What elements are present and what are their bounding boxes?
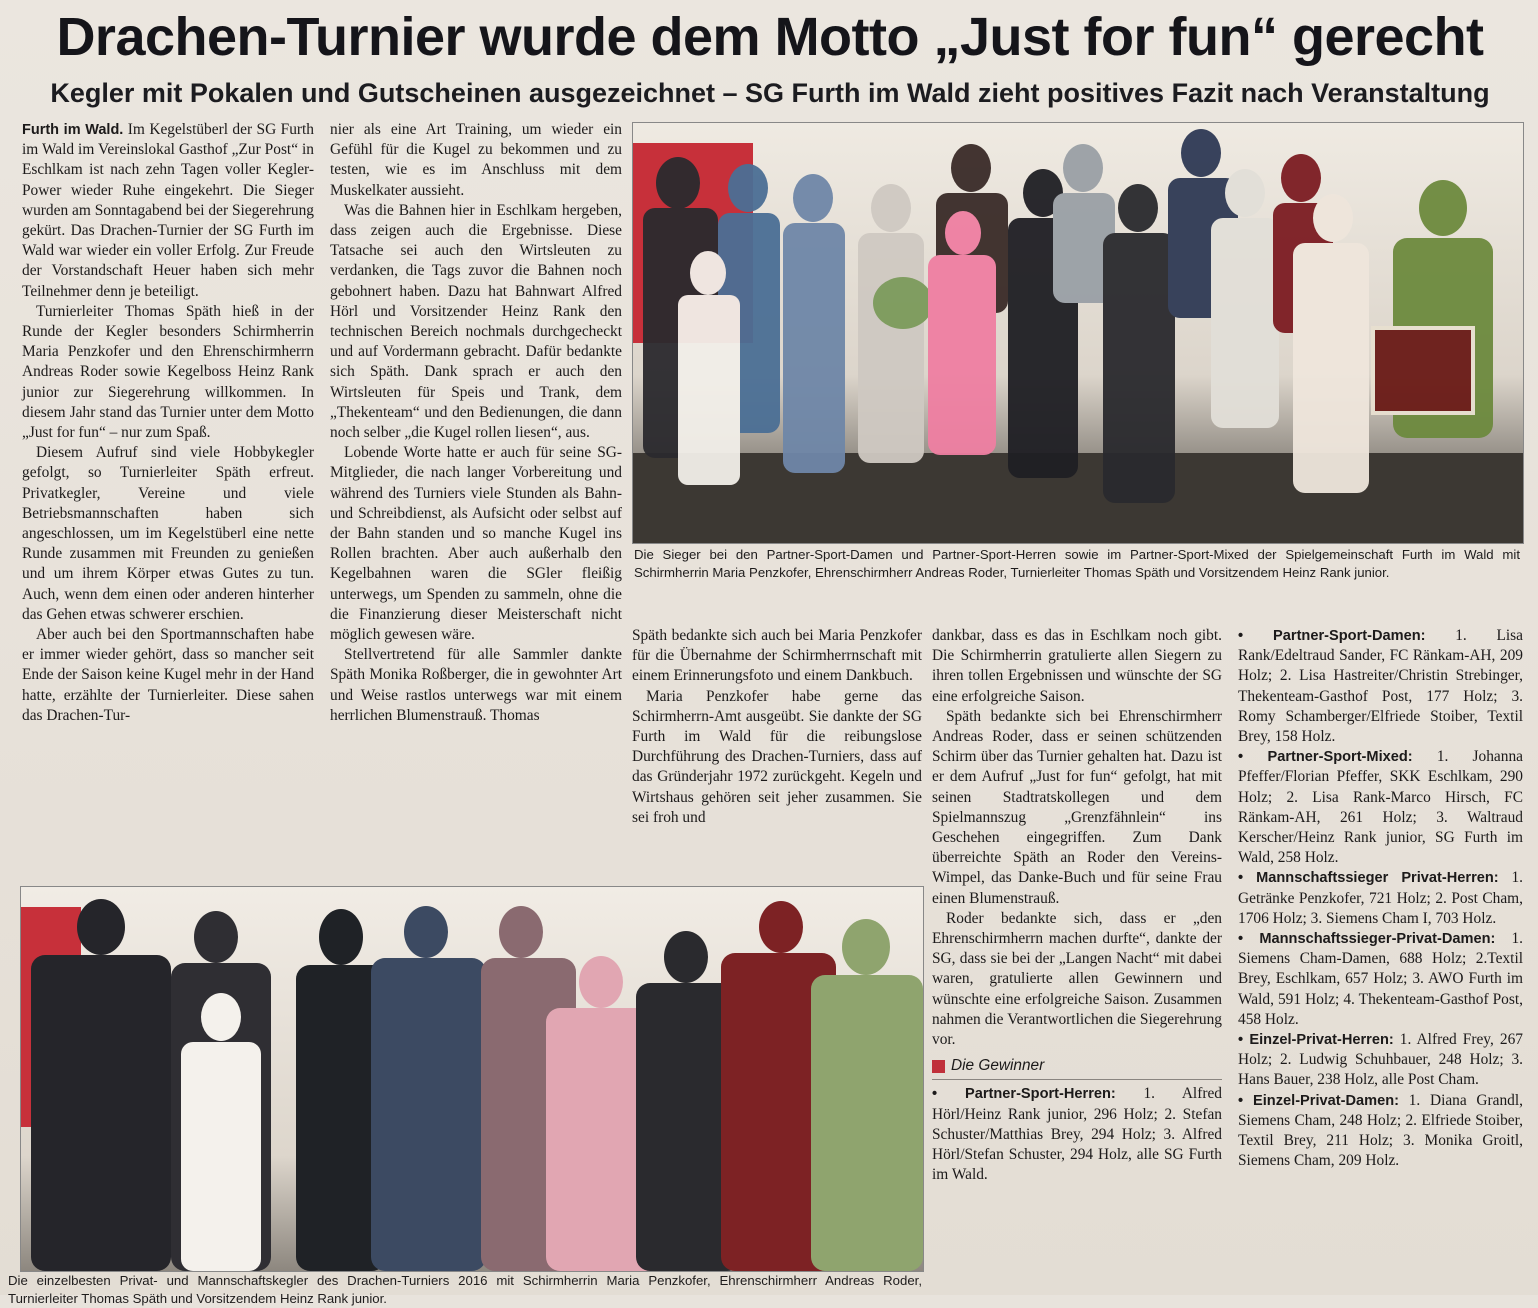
result-category: • Mannschaftssieger-Privat-Damen: — [1238, 931, 1496, 948]
winners-heading — [932, 1056, 1222, 1080]
photo-caption-2: Die einzelbesten Privat- und Mannschaftskegler des Drachen-Turniers 2016 mit Schirmherrin Maria Penzkofer, Ehrenschirmherr Andreas Roder, Turnierleiter Thomas Späth und Vorsitzendem Heinz Rank junior. — [8, 1273, 922, 1306]
result-text: 1. Lisa Rank/Edeltraud Sander, FC Ränkam-AH, 209 Holz; 2. Lisa Hastreiter/Christin Strebinger, Thekenteam-Gasthof Post, 177 Holz; 3. Romy Schamberger/Elfriede Stoiber, Textil Brey, 158 Holz. — [1238, 627, 1524, 746]
paragraph: nier als eine Art Training, um wieder ein Gefühl für die Kugel zu bekommen und zu testen, wie es im Anschluss mit dem Muskelkater aussieht. — [330, 121, 622, 199]
dateline: Furth im Wald. — [22, 122, 124, 138]
result-text: 1. Siemens Cham-Damen, 688 Holz; 2.Textil Brey, Eschlkam, 657 Holz; 3. AWO Furth im Wald, 591 Holz; 4. Thekenteam-Gasthof Post, 458 Holz. — [1238, 930, 1523, 1028]
result-entry — [1238, 929, 1523, 1030]
paragraph: Lobende Worte hatte er auch für seine SG-Mitglieder, die nach langer Vorbereitung und während des Turniers viele Stunden als Bahn- und Schreibdienst, als Aufsicht oder selbst auf der Bahn standen und so manche Kugel ins Rollen brachten. Aber auch außerhalb den Kegelbahnen waren die SGler fleißig unterwegs, um Spenden zu sammeln, ohne die die Finanzierung dieser Meisterschaft nicht möglich gewesen wäre. — [330, 444, 622, 644]
paragraph: Turnierleiter Thomas Späth hieß in der Runde der Kegler besonders Schirmherrin Maria Penzkofer und den Ehrenschirmherrn Andreas Roder sowie Kegelboss Heinz Rank junior zur Siegerehrung willkommen. In diesem Jahr stand das Turnier unter dem Motto „Just for fun“ – nur zum Spaß. — [22, 302, 314, 442]
article-column-3 — [632, 626, 922, 876]
paragraph: dankbar, dass es das in Eschlkam noch gibt. Die Schirmherrin gratulierte allen Siegern zu ihren tollen Ergebnissen und wünschte der SG eine erfolgreiche Saison. — [932, 627, 1222, 705]
result-category: • Partner-Sport-Damen: — [1238, 628, 1426, 644]
result-category: • Partner-Sport-Herren: — [932, 1086, 1116, 1103]
article-column-2 — [330, 120, 622, 880]
paragraph: Roder bedankte sich, dass er „den Ehrenschirmherrn machen durfte“, dankte der SG, dass sie bei der „Langen Nacht“ mit dabei waren, gratulierte allen Gewinnern und wünschte eine erfolgreiche Saison. Zusammen nahmen die Verantwortlichen die Siegerehrung vor. — [932, 909, 1222, 1049]
headline: Drachen-Turnier wurde dem Motto „Just for fun“ gerecht — [56, 7, 1484, 67]
result-entry — [1238, 747, 1523, 868]
result-text: 1. Getränke Penzkofer, 721 Holz; 2. Post Cham, 1706 Holz; 3. Siemens Cham I, 703 Holz. — [1238, 869, 1523, 927]
paragraph: Was die Bahnen hier in Eschlkam hergeben, dass zeigen auch die Ergebnisse. Diese Tatsache sei auch den Wirtsleuten zu verdanken, die Tags zuvor die Bahnen noch gebohnert haben. Dazu hat Bahnwart Alfred Hörl und Vorsitzender Heinz Rank den technischen Bereich nochmals durchgecheckt und auf Vordermann gebracht. Dafür bedankte sich Späth. Dank sprach er auch den Wirtsleuten für Speis und Trank, dem „Thekenteam“ und den Bedienungen, die dann noch selber „die Kugel rollen liesen“, aus. — [330, 201, 622, 442]
article-column-4 — [932, 626, 1222, 1184]
result-category: • Einzel-Privat-Herren: — [1238, 1032, 1394, 1049]
subheadline: Kegler mit Pokalen und Gutscheinen ausgezeichnet – SG Furth im Wald zieht positives Fazit nach Veranstaltung — [50, 78, 1490, 108]
result-entry — [1238, 868, 1523, 929]
paragraph: Aber auch bei den Sportmannschaften habe er immer wieder gehört, dass so mancher seit Ende der Saison keine Kugel mehr in der Hand hatte, erzählte der Turnierleiter. Diese sahen das Drachen-Tur- — [22, 626, 314, 724]
paragraph-text: Im Kegelstüberl der SG Furth im Wald im Vereinslokal Gasthof „Zur Post“ in Eschlkam ist nach zehn Tagen voller Kegler-Power wieder Ruhe eingekehrt. Die Sieger wurden am Sonntagabend bei der Siegerehrung gekürt. Das Drachen-Turnier der SG Furth im Wald war wieder ein voller Erfolg. Zur Freude der Vorstandschaft Heuer haben sich mehr Teilnehmer denn je beteiligt. — [22, 121, 314, 300]
result-text: 1. Diana Grandl, Siemens Cham, 248 Holz; 2. Elfriede Stoiber, Textil Brey, 211 Holz; 3. Monika Groitl, Siemens Cham, 209 Holz. — [1238, 1091, 1523, 1170]
paragraph — [22, 120, 314, 302]
paragraph: Maria Penzkofer habe gerne das Schirmherrn-Amt ausgeübt. Sie dankte der SG Furth im Wald für die reibungslose Durchführung des Drachen-Turniers, dass auf das Gründerjahr 1972 zurückgeht. Kegeln und Wirtshaus gehören seit jeher zusammen. Sie sei froh und — [632, 687, 922, 826]
paragraph: Diesem Aufruf sind viele Hobbykegler gefolgt, so Turnierleiter Späth erfreut. Privatkegler, Vereine und viele Betriebsmannschaften haben sich angeschlossen, um im Kegelstüberl eine nette Runde zusammen mit Freunden zu genießen und um ihrem Körper etwas Gutes zu tun. Auch, wenn dem einen oder anderen hinterher das Gehen etwas schwerer erschien. — [22, 444, 314, 623]
winners-heading-text: Die Gewinner — [951, 1057, 1045, 1075]
paragraph: Späth bedankte sich auch bei Maria Penzkofer für die Übernahme der Schirmherrnschaft mit einem Erinnerungsfoto und einem Dankbuch. — [632, 627, 922, 685]
result-text: 1. Alfred Hörl/Heinz Rank junior, 296 Holz; 2. Stefan Schuster/Matthias Brey, 294 Holz; 3. Alfred Hörl/Stefan Schuster, 294 Holz, alle SG Furth im Wald. — [932, 1085, 1222, 1184]
photo-caption-1: Die Sieger bei den Partner-Sport-Damen und Partner-Sport-Herren sowie im Partner-Sport-Mixed der Spielgemeinschaft Furth im Wald mit Schirmherrin Maria Penzkofer, Ehrenschirmherr Andreas Roder, Turnierleiter Thomas Späth und Vorsitzendem Heinz Rank junior. — [634, 547, 1520, 580]
result-entry — [1238, 626, 1523, 747]
result-entry — [932, 1084, 1222, 1185]
paragraph: Stellvertretend für alle Sammler dankte Späth Monika Roßberger, die in gewohnter Art und Weise rastlos unterwegs war mit einem herrlichen Blumenstrauß. Thomas — [330, 646, 622, 724]
group-photo-partner-sport — [632, 122, 1524, 544]
result-category: • Einzel-Privat-Damen: — [1238, 1092, 1399, 1109]
result-entry — [1238, 1030, 1523, 1091]
results-column — [1238, 626, 1523, 1286]
group-photo-einzel-mannschaft — [20, 886, 924, 1272]
photo-illustration — [21, 887, 923, 1271]
red-square-icon — [932, 1060, 945, 1073]
result-category: • Mannschaftssieger Privat-Herren: — [1238, 870, 1499, 887]
result-category: • Partner-Sport-Mixed: — [1238, 749, 1413, 766]
paragraph: Späth bedankte sich bei Ehrenschirmherr Andreas Roder, dass er seinen schützenden Schirm über das Turnier gehalten hat. Dazu ist er dem Aufruf „Just for fun“ gefolgt, hat mit seinen Stadtratskollegen und dem Spielmannszug „Grenzfähnlein“ ins Geschehen eingegriffen. Zum Dank überreichte Späth an Roder den Vereins-Wimpel, das Danke-Buch und für seine Frau einen Blumenstrauß. — [932, 707, 1222, 907]
result-text: 1. Alfred Frey, 267 Holz; 2. Ludwig Schuhbauer, 248 Holz; 3. Hans Bauer, 238 Holz, alle Post Cham. — [1238, 1031, 1523, 1089]
result-entry — [1238, 1091, 1523, 1172]
photo-illustration — [633, 123, 1523, 543]
result-text: 1. Johanna Pfeffer/Florian Pfeffer, SKK Eschlkam, 290 Holz; 2. Lisa Rank-Marco Hirsch, FC Ränkam-AH, 261 Holz; 3. Waltraud Kerscher/Heinz Rank junior, SG Furth im Wald, 258 Holz. — [1238, 748, 1523, 867]
article-column-1 — [22, 120, 314, 880]
